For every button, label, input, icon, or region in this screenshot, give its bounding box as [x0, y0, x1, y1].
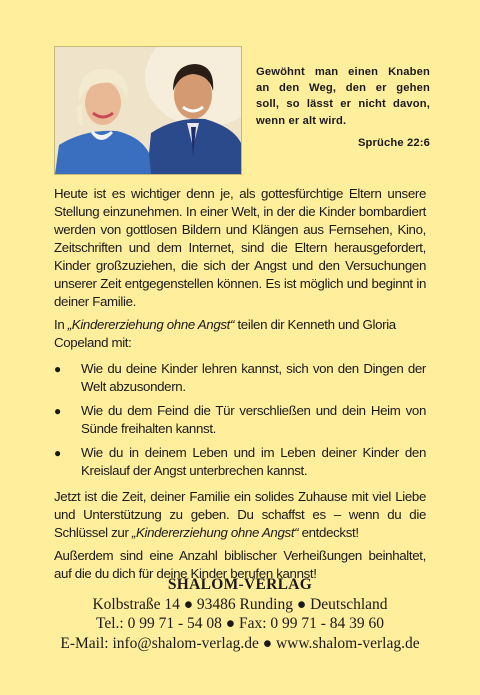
paragraph-promises: Außerdem sind eine Anzahl biblischer Verheißungen beinhaltet, auf die du dich für deine Kinder berufen kannst!: [54, 548, 426, 581]
book-title: „Kindererziehung ohne Angst“: [131, 525, 299, 540]
quote-line: wenn er alt wird.: [256, 114, 347, 127]
publisher-name: SHALOM-VERLAG: [167, 576, 313, 593]
author-photo: [54, 46, 242, 175]
intro-prefix: In: [54, 317, 68, 332]
quote-line: an den Weg, den er gehen: [256, 82, 430, 95]
paragraph-book-intro: [54, 316, 426, 352]
list-item-text: Wie du deine Kinder lehren kannst, sich von den Dingen der Welt abzusondern.: [81, 361, 426, 394]
book-title: „Kindererziehung ohne Angst“: [67, 317, 235, 332]
paragraph-intro-1: Heute ist es wichtiger denn je, als gottesfürchtige Eltern unsere Stellung einzunehmen. In einer Welt, in der die Kinder bombardiert werden von gottlosen Bildern und Klängen aus Fernsehen, Kino, Zeitschriften und dem Internet, sind die Eltern herausgefordert, Kinder großzuziehen, die sich der Angst und den Versuchungen unserer Zeit entgegenstellen können. Es ist möglich und beginnt in deiner Familie.: [54, 186, 426, 309]
publisher-phone: Tel.: 0 99 71 - 54 08 ● Fax: 0 99 71 - 84 39 60: [95, 615, 385, 632]
bullet-icon: ●: [54, 362, 61, 376]
list-item-text: Wie du dem Feind die Tür verschließen und dein Heim von Sünde freihalten kannst.: [81, 403, 426, 436]
author-photo-illustration: [55, 47, 241, 174]
publisher-address: Kolbstraße 14 ● 93486 Runding ● Deutschland: [92, 595, 388, 613]
paragraph-call-to-action: [54, 488, 426, 542]
body-text: [54, 185, 426, 588]
cta-text-end: entdeckst!: [298, 525, 359, 540]
intro-suffix: teilen dir Kenneth und Gloria Copeland mit:: [54, 317, 396, 350]
publisher-contact: E-Mail: info@shalom-verlag.de ● www.shalom-verlag.de: [60, 634, 420, 652]
cta-text: Jetzt ist die Zeit, deiner Familie ein solides Zuhause mit viel Liebe und Unterstützung zu geben. Du schaffst es – wenn du die Schlüssel zur: [54, 489, 426, 540]
list-item: [54, 402, 426, 438]
quote-text: [256, 64, 430, 129]
list-item: [54, 444, 426, 480]
list-item: [54, 360, 426, 396]
quote-line: Gewöhnt man einen Knaben: [256, 66, 430, 78]
feature-list: [54, 360, 426, 480]
bullet-icon: ●: [54, 404, 61, 418]
bible-quote: [256, 64, 430, 151]
publisher-footer: [40, 575, 440, 653]
list-item-text: Wie du in deinem Leben und im Leben deiner Kinder den Kreislauf der Angst unterbrechen kannst.: [81, 445, 426, 478]
quote-line: soll, so lässt er nicht davon,: [256, 98, 430, 111]
quote-reference: Sprüche 22:6: [357, 136, 430, 149]
bullet-icon: ●: [54, 446, 61, 460]
